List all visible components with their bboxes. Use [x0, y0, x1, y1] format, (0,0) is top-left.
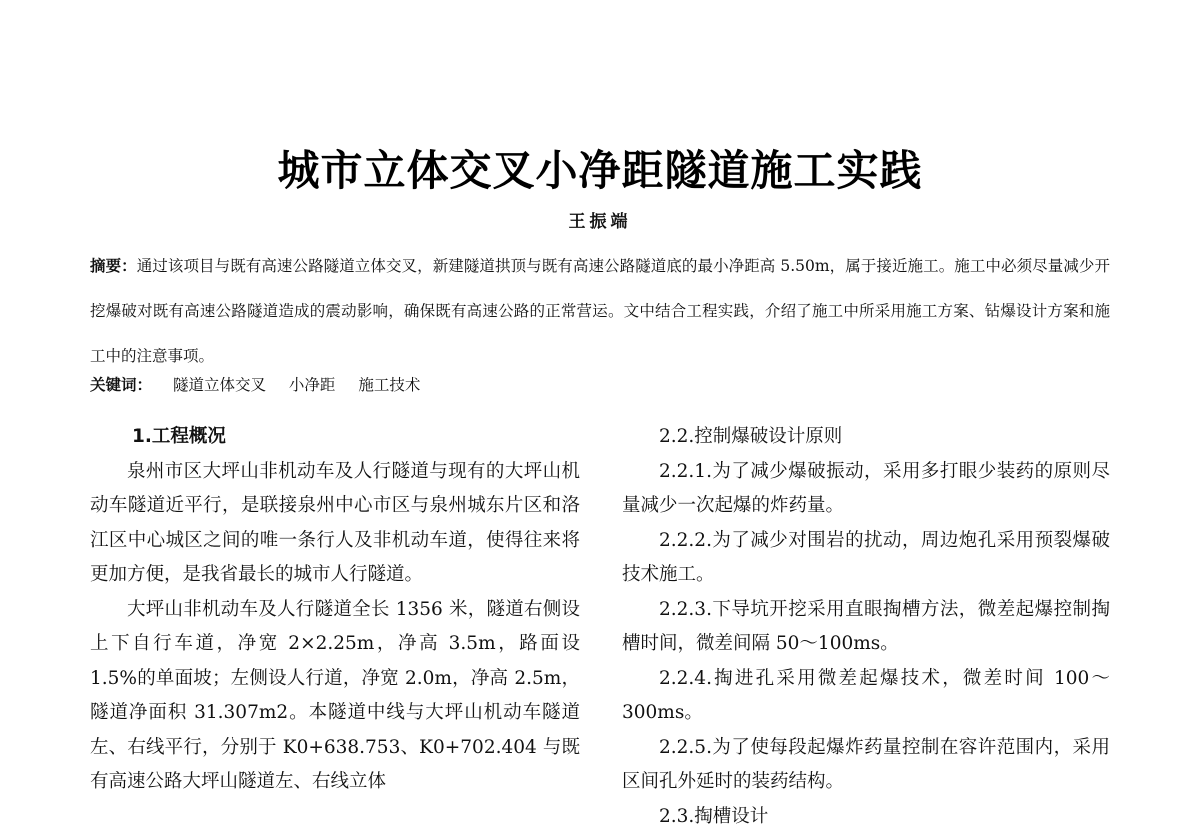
body-paragraph: 2.2.1.为了减少爆破振动，采用多打眼少装药的原则尽量减少一次起爆的炸药量。	[622, 455, 1110, 524]
author-name: 王振端	[0, 207, 1200, 232]
keywords	[90, 372, 1110, 398]
keyword: 隧道立体交叉	[173, 376, 266, 394]
body-paragraph: 泉州市区大坪山非机动车及人行隧道与现有的大坪山机动车隧道近平行，是联接泉州中心市区与泉州城东片区和洛江区中心城区之间的唯一条行人及非机动车道，使得往来将更加方便，是我省最长的城市人行隧道。	[90, 455, 580, 593]
keyword: 小净距	[289, 376, 336, 394]
abstract-label: 摘要：	[90, 257, 137, 275]
keyword: 施工技术	[358, 376, 420, 394]
body-paragraph: 2.2.4.掏进孔采用微差起爆技术，微差时间 100～300ms。	[622, 662, 1110, 731]
body-paragraph: 2.2.2.为了减少对围岩的扰动，周边炮孔采用预裂爆破技术施工。	[622, 524, 1110, 593]
subsection-heading: 2.3.掏槽设计	[622, 800, 1110, 834]
abstract	[90, 244, 1110, 379]
body-paragraph: 2.2.5.为了使每段起爆炸药量控制在容许范围内，采用区间孔外延时的装药结构。	[622, 731, 1110, 800]
keywords-label: 关键词：	[90, 376, 152, 394]
body-paragraph: 大坪山非机动车及人行隧道全长 1356 米，隧道右侧设上下自行车道，净宽 2×2.25m，净高 3.5m，路面设 1.5%的单面坡；左侧设人行道，净宽 2.0m，净高 2.5m，隧道净面积 31.307m2。本隧道中线与大坪山机动车隧道左、右线平行，分别于 K0+638.753、K0+702.404 与既有高速公路大坪山隧道左、右线立体	[90, 593, 580, 800]
paper-title: 城市立体交叉小净距隧道施工实践	[0, 138, 1200, 198]
right-column	[622, 420, 1110, 834]
abstract-text: 通过该项目与既有高速公路隧道立体交叉，新建隧道拱顶与既有高速公路隧道底的最小净距高 5.50m，属于接近施工。施工中必须尽量减少开挖爆破对既有高速公路隧道造成的震动影响，确保既有高速公路的正常营运。文中结合工程实践，介绍了施工中所采用施工方案、钻爆设计方案和施工中的注意事项。	[90, 257, 1110, 365]
section-heading: 1.工程概况	[90, 420, 580, 455]
body-paragraph: 2.2.3.下导坑开挖采用直眼掏槽方法，微差起爆控制掏槽时间，微差间隔 50～100ms。	[622, 593, 1110, 662]
subsection-heading: 2.2.控制爆破设计原则	[622, 420, 1110, 455]
left-column	[90, 420, 580, 800]
